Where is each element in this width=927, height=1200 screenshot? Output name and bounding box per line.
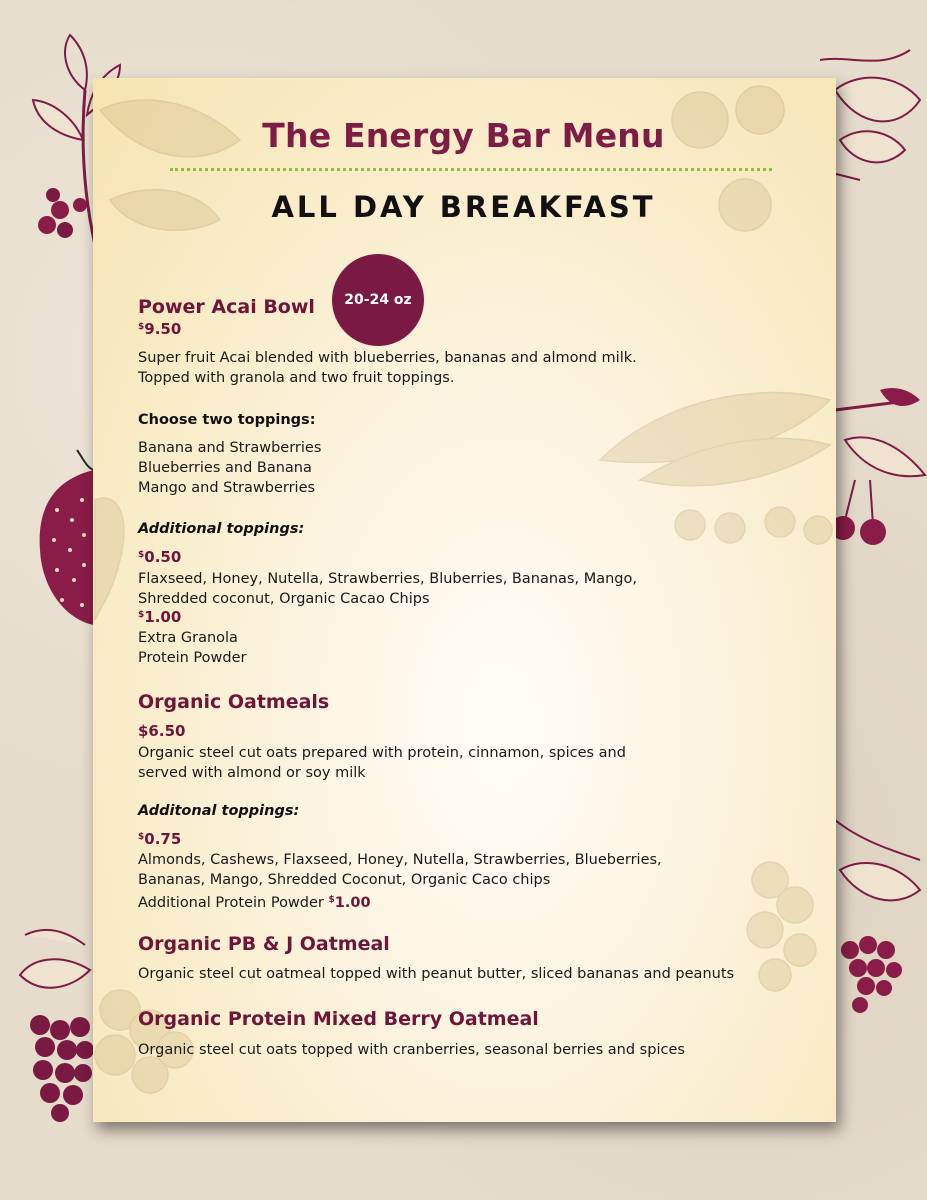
description-line: served with almond or soy milk <box>138 765 366 781</box>
raspberry-branch-illustration <box>820 30 927 200</box>
acai-bowl-name: Power Acai Bowl <box>138 296 315 318</box>
size-badge-label: 20-24 oz <box>344 292 412 308</box>
list-item: Extra Granola <box>138 630 238 646</box>
oatmeal-tier-price <box>138 830 181 848</box>
protein-powder-price <box>329 895 371 911</box>
currency-symbol: $ <box>328 895 335 905</box>
pbj-oatmeal-name: Organic PB & J Oatmeal <box>138 933 390 955</box>
blackberry-illustration <box>15 915 95 1125</box>
acai-tier2-price-value: 1.00 <box>144 608 182 626</box>
list-item: Blueberries and Banana <box>138 460 312 476</box>
acai-tier1-price <box>138 548 181 566</box>
description-line: Super fruit Acai blended with blueberries, bananas and almond milk. <box>138 350 637 366</box>
currency-symbol: $ <box>138 832 145 842</box>
list-item: Flaxseed, Honey, Nutella, Strawberries, Bluberries, Bananas, Mango, <box>138 571 637 587</box>
raspberry-cluster-illustration <box>830 800 927 1040</box>
berry-oatmeal-description: Organic steel cut oats topped with cranberries, seasonal berries and spices <box>138 1042 685 1058</box>
list-item: Almonds, Cashews, Flaxseed, Honey, Nutella, Strawberries, Blueberries, <box>138 852 662 868</box>
choose-toppings-label: Choose two toppings: <box>138 412 316 428</box>
oatmeals-price: $6.50 <box>138 722 186 740</box>
acai-tier1-price-value: 0.50 <box>144 548 182 566</box>
protein-powder-price-value: 1.00 <box>334 895 371 911</box>
acai-additional-toppings-label: Additional toppings: <box>138 521 305 537</box>
currency-symbol: $ <box>138 550 145 560</box>
currency-symbol: $ <box>138 610 145 620</box>
list-item: Bananas, Mango, Shredded Coconut, Organic Caco chips <box>138 872 551 888</box>
cherry-branch-illustration <box>825 380 927 560</box>
list-item: Shredded coconut, Organic Cacao Chips <box>138 591 430 607</box>
oatmeal-toppings <box>138 850 662 913</box>
berry-oatmeal-name: Organic Protein Mixed Berry Oatmeal <box>138 1008 539 1030</box>
protein-powder-line <box>138 890 662 913</box>
oatmeal-tier-price-value: 0.75 <box>144 830 182 848</box>
currency-symbol: $ <box>138 322 145 332</box>
description-line: Topped with granola and two fruit toppings. <box>138 370 455 386</box>
title-divider <box>170 168 772 171</box>
protein-powder-label: Additional Protein Powder <box>138 895 324 911</box>
list-item: Protein Powder <box>138 650 247 666</box>
acai-tier1-toppings <box>138 569 637 609</box>
list-item: Banana and Strawberries <box>138 440 322 456</box>
size-badge <box>332 254 424 346</box>
acai-bowl-price <box>138 320 181 338</box>
description-line: Organic steel cut oats prepared with protein, cinnamon, spices and <box>138 745 626 761</box>
topping-choices-list <box>138 438 321 498</box>
acai-bowl-description <box>138 348 637 388</box>
strawberry-illustration <box>32 440 102 630</box>
oatmeals-name: Organic Oatmeals <box>138 691 330 713</box>
acai-tier2-toppings <box>138 628 246 668</box>
menu-subtitle: ALL DAY BREAKFAST <box>271 190 656 224</box>
list-item: Mango and Strawberries <box>138 480 316 496</box>
acai-tier2-price <box>138 608 181 626</box>
oatmeal-additional-toppings-label: Additonal toppings: <box>138 803 300 819</box>
menu-title: The Energy Bar Menu <box>262 116 665 155</box>
oatmeals-description <box>138 743 626 783</box>
acai-bowl-price-value: 9.50 <box>144 320 182 338</box>
pbj-oatmeal-description: Organic steel cut oatmeal topped with peanut butter, sliced bananas and peanuts <box>138 966 735 982</box>
